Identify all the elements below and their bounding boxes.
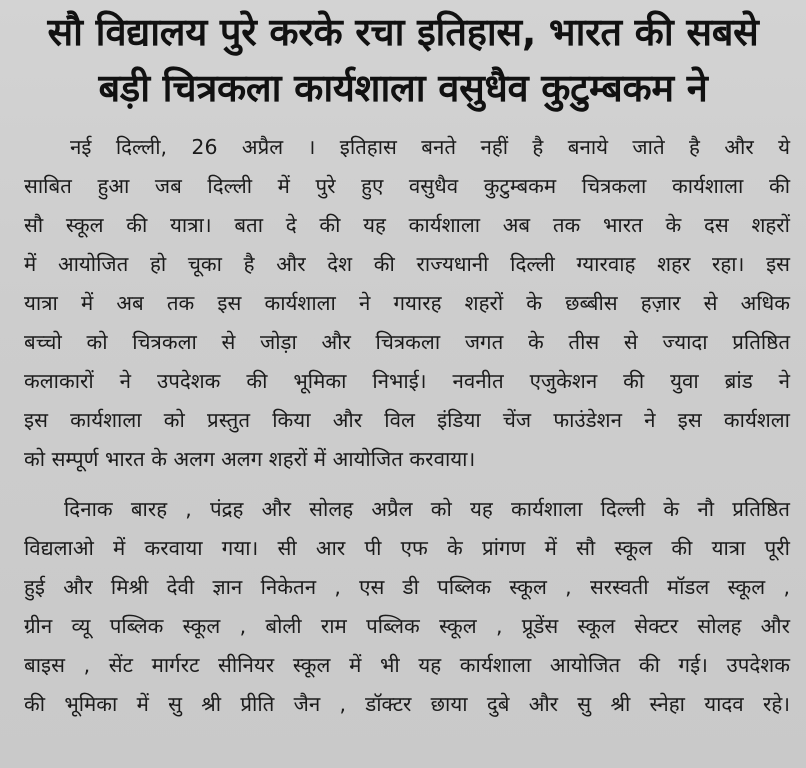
article-line: यात्रा में अब तक इस कार्यशाला ने गयारह शहरों के छब्बीस हज़ार से अधिक: [24, 291, 790, 315]
article-line: सौ स्कूल की यात्रा। बता दे की यह कार्यशाला अब तक भारत के दस शहरों: [24, 213, 790, 237]
article-line: विद्यलाओ में करवाया गया। सी आर पी एफ के प्रांगण में सौ स्कूल की यात्रा पूरी: [24, 536, 790, 560]
article-line: बच्चो को चित्रकला से जोड़ा और चित्रकला जगत के तीस से ज्यादा प्रतिष्ठित: [24, 330, 790, 354]
article-line: इस कार्यशाला को प्रस्तुत किया और विल इंडिया चेंज फाउंडेशन ने इस कार्यशला: [24, 408, 790, 432]
article-line: में आयोजित हो चूका है और देश की राज्यधानी दिल्ली ग्यारवाह शहर रहा। इस: [24, 252, 790, 276]
article-line: नई दिल्ली, 26 अप्रैल । इतिहास बनते नहीं है बनाये जाते है और ये: [70, 135, 790, 159]
article-line: कलाकारों ने उपदेशक की भूमिका निभाई। नवनीत एजुकेशन की युवा ब्रांड ने: [24, 369, 790, 393]
headline-line-2: बड़ी चित्रकला कार्यशाला वसुधैव कुटुम्बकम ने: [98, 66, 708, 110]
headline-line-1: सौ विद्यालय पुरे करके रचा इतिहास, भारत की सबसे: [47, 10, 759, 54]
article-line: दिनाक बारह , पंद्रह और सोलह अप्रैल को यह कार्यशाला दिल्ली के नौ प्रतिष्ठित: [64, 497, 790, 521]
article-line: ग्रीन व्यू पब्लिक स्कूल , बोली राम पब्लिक स्कूल , प्रूडेंस स्कूल सेक्टर सोलह और: [24, 614, 790, 638]
article-line: को सम्पूर्ण भारत के अलग अलग शहरों में आयोजित करवाया।: [24, 447, 476, 471]
article-line: बाइस , सेंट मार्गरट सीनियर स्कूल में भी यह कार्यशाला आयोजित की गई। उपदेशक: [24, 653, 790, 677]
article-line: की भूमिका में सु श्री प्रीति जैन , डॉक्टर छाया दुबे और सु श्री स्नेहा यादव रहे।: [24, 692, 790, 716]
article-line: साबित हुआ जब दिल्ली में पुरे हुए वसुधैव कुटुम्बकम चित्रकला कार्यशाला की: [24, 174, 790, 198]
article-line: हुई और मिश्री देवी ज्ञान निकेतन , एस डी पब्लिक स्कूल , सरस्वती मॉडल स्कूल ,: [24, 575, 790, 599]
